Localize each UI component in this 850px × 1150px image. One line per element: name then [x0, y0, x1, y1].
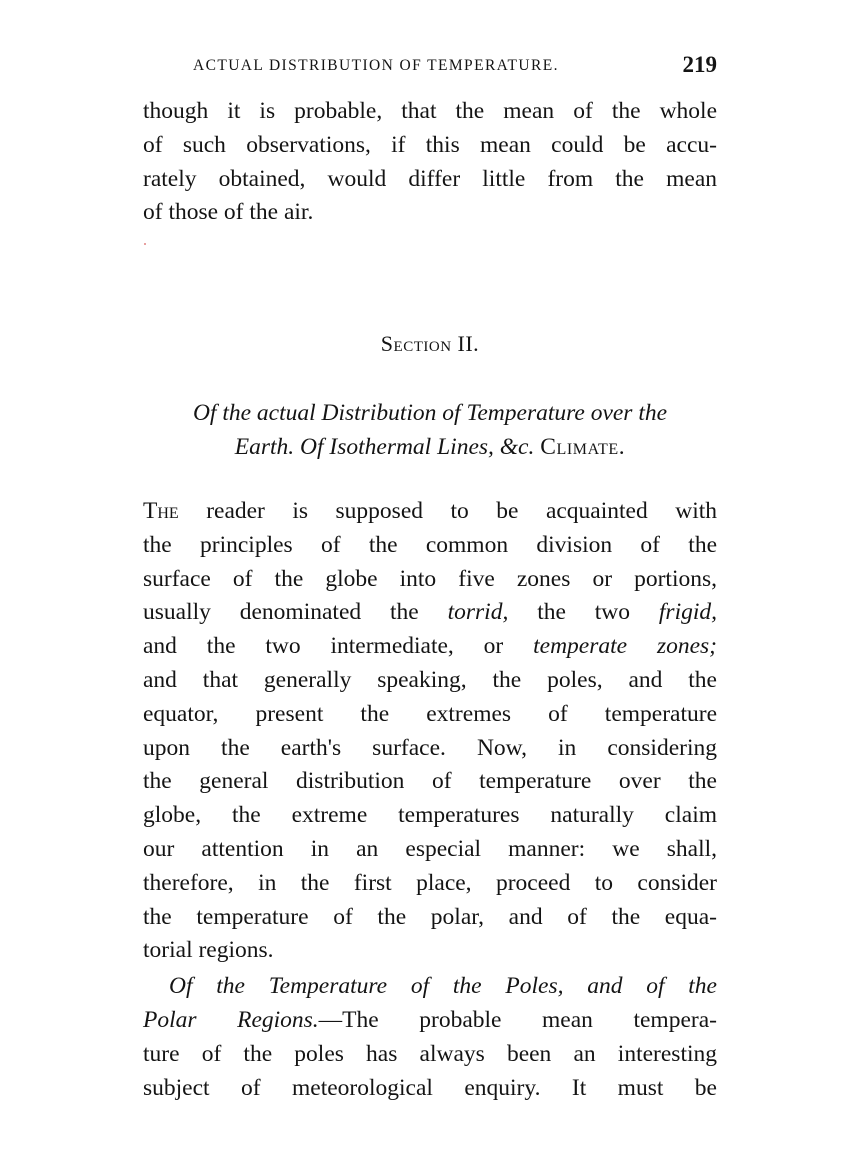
- text-line: our attention in an especial manner: we shall,: [143, 835, 717, 862]
- section-title-caps: Climate.: [540, 434, 626, 460]
- text-line: upon the earth's surface. Now, in considering: [143, 734, 717, 761]
- text-segment: and the two intermediate, or: [143, 633, 504, 660]
- lead-in: The: [143, 498, 179, 524]
- text-line: of such observations, if this mean could be accu-: [143, 131, 717, 158]
- text-line: globe, the extreme temperatures naturally claim: [143, 802, 717, 829]
- text-line: [143, 495, 717, 529]
- section-heading: [143, 331, 717, 357]
- text-line: [143, 630, 717, 664]
- stray-mark: [144, 243, 146, 245]
- section-title-italic: Earth. Of Isothermal Lines, &c.: [234, 434, 535, 460]
- text-line: therefore, in the first place, proceed to consider: [143, 869, 717, 896]
- text-line: the principles of the common division of the: [143, 531, 717, 558]
- text-line: rately obtained, would differ little from the mean: [143, 165, 717, 192]
- text-line: subject of meteorological enquiry. It must be: [143, 1074, 717, 1101]
- running-head: [143, 52, 717, 81]
- body-text: [143, 495, 717, 1105]
- text-line: [143, 970, 717, 1004]
- subsection-heading: Polar Regions.: [143, 1006, 319, 1033]
- text-line: the general distribution of temperature over the: [143, 768, 717, 795]
- text-line: [143, 596, 717, 630]
- section-label: Section: [380, 331, 452, 356]
- page-number: 219: [682, 52, 717, 77]
- text-line: equator, present the extremes of temperature: [143, 700, 717, 727]
- section-title-line: [143, 430, 717, 464]
- text-line: the temperature of the polar, and of the equa-: [143, 903, 717, 930]
- subsection-heading: Of the Temperature of the Poles, and of the: [169, 973, 717, 1000]
- emphasis: temperate zones;: [533, 633, 718, 660]
- text-line: ture of the poles has always been an interesting: [143, 1040, 717, 1067]
- text-line: torial regions.: [143, 937, 274, 964]
- emphasis: torrid,: [447, 599, 509, 626]
- section-title: [143, 396, 717, 464]
- text-segment: usually denominated the: [143, 599, 419, 626]
- text-line: surface of the globe into five zones or portions,: [143, 565, 717, 592]
- text-line: and that generally speaking, the poles, and the: [143, 666, 717, 693]
- text-segment: reader is supposed to be acquainted with: [206, 498, 718, 524]
- text-segment: —The probable mean tempera-: [318, 1006, 717, 1033]
- section-title-line: Of the actual Distribution of Temperature over the: [192, 400, 668, 426]
- running-title: ACTUAL DISTRIBUTION OF TEMPERATURE.: [193, 57, 559, 74]
- text-line: of those of the air.: [143, 199, 314, 226]
- emphasis: frigid,: [658, 599, 718, 626]
- text-line: [143, 1004, 717, 1038]
- text-segment: the two: [537, 599, 631, 626]
- text-line: though it is probable, that the mean of the whole: [143, 98, 717, 124]
- section-numeral: II.: [457, 331, 480, 356]
- continuation-paragraph: [143, 95, 717, 230]
